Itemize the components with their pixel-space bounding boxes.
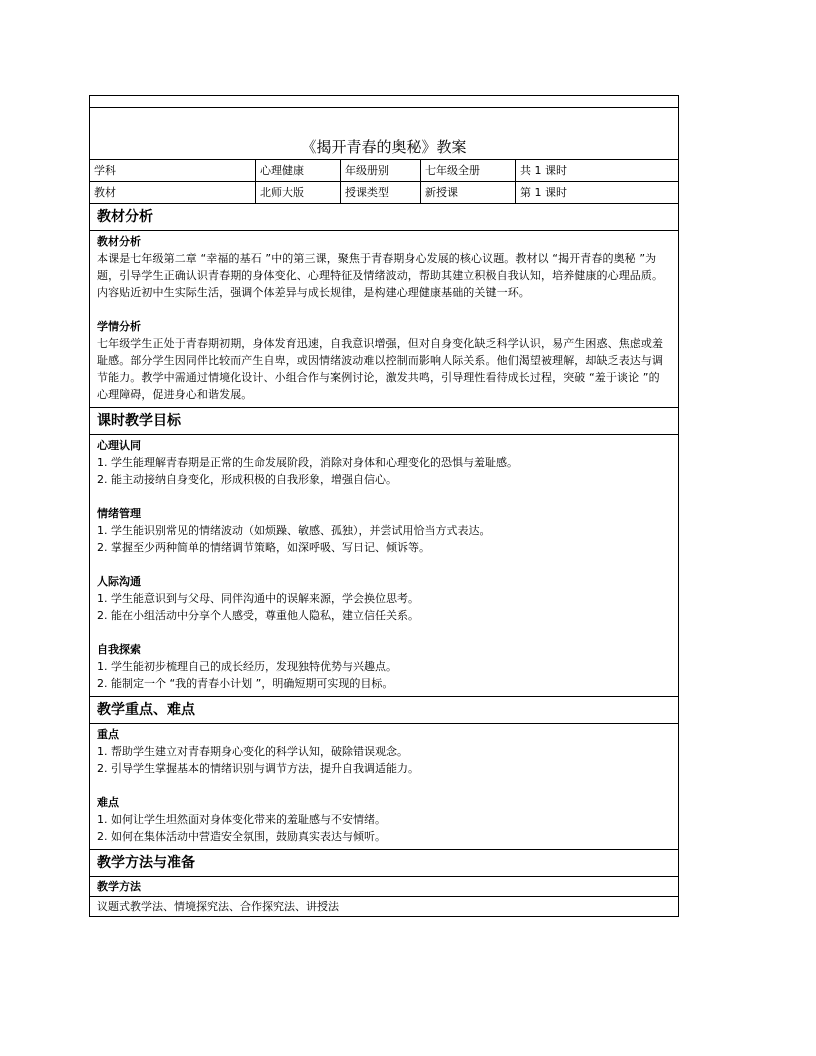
keypoint-group-title: 难点 — [97, 796, 119, 809]
section-heading: 教学方法与准备 — [97, 855, 195, 871]
methods-subtitle: 教学方法 — [97, 880, 141, 893]
student-text: 七年级学生正处于青春期初期，身体发育迅速，自我意识增强，但对自身变化缺乏科学认识，易产生困惑、焦虑或羞耻感。部分学生因同伴比较而产生自卑，或因情绪波动难以控制而影响人际关系。他们渴望被理解，却缺乏表达与调节能力。教学中需通过情境化设计、小组合作与案例讨论，激发共鸣，引导理性看待成长过程，突破 “羞于谈论 ”的心理障碍，促进身心和谐发展。 — [97, 337, 664, 401]
analysis-heading-row — [90, 204, 678, 231]
keypoint-item: 1. 如何让学生坦然面对身体变化带来的羞耻感与不安情绪。 — [97, 813, 386, 826]
goal-item: 2. 能主动接纳自身变化，形成积极的自我形象，增强自信心。 — [97, 473, 397, 486]
doc-title: 《揭开青春的奥秘》教案 — [301, 137, 467, 156]
info-cell: 新授课 — [421, 182, 516, 203]
keypoints-heading-row — [90, 697, 678, 724]
goal-group-title: 情绪管理 — [97, 507, 141, 520]
goal-group-title: 自我探索 — [97, 643, 141, 656]
goal-item: 2. 掌握至少两种简单的情绪调节策略，如深呼吸、写日记、倾诉等。 — [97, 541, 430, 554]
info-row-2 — [90, 182, 678, 204]
goal-group-title: 心理认同 — [97, 439, 141, 452]
keypoint-item: 2. 引导学生掌握基本的情绪识别与调节方法，提升自我调适能力。 — [97, 762, 419, 775]
info-cell: 年级册别 — [341, 160, 421, 181]
goal-item: 2. 能制定一个 “我的青春小计划 ”，明确短期可实现的目标。 — [97, 677, 394, 690]
info-cell: 七年级全册 — [421, 160, 516, 181]
analysis-body — [90, 231, 678, 407]
section-heading: 课时教学目标 — [97, 413, 181, 429]
keypoint-item: 1. 帮助学生建立对青春期身心变化的科学认知，破除错误观念。 — [97, 745, 408, 758]
info-cell: 第 1 课时 — [520, 186, 567, 199]
info-cell: 学科 — [90, 160, 256, 181]
info-cell: 共 1 课时 — [520, 164, 567, 177]
lesson-plan-table — [89, 95, 679, 917]
keypoint-item: 2. 如何在集体活动中营造安全氛围，鼓励真实表达与倾听。 — [97, 830, 386, 843]
methods-subtitle-row — [90, 877, 678, 897]
keypoint-group-title: 重点 — [97, 728, 119, 741]
analysis-body-row — [90, 231, 678, 408]
info-cell: 北师大版 — [256, 182, 341, 203]
keypoints-body — [90, 724, 427, 849]
goals-heading-row — [90, 408, 678, 435]
methods-heading-row — [90, 850, 678, 877]
section-heading: 教学重点、难点 — [97, 702, 195, 718]
goals-body — [90, 435, 526, 696]
goal-item: 1. 学生能初步梳理自己的成长经历，发现独特优势与兴趣点。 — [97, 660, 397, 673]
methods-text: 议题式教学法、情境探究法、合作探究法、讲授法 — [97, 900, 339, 913]
top-blank-band — [90, 96, 678, 133]
info-cell: 心理健康 — [256, 160, 341, 181]
material-text: 本课是七年级第二章 “幸福的基石 ”中的第三课，聚焦于青春期身心发展的核心议题。教材以 “揭开青春的奥秘 ”为题，引导学生正确认识青春期的身体变化、心理特征及情绪波动，帮助其建立积极自我认知，培养健康的心理品质。内容贴近初中生实际生活，强调个体差异与成长规律，是构建心理健康基础的关键一环。 — [97, 252, 664, 299]
info-cell: 教材 — [90, 182, 256, 203]
subsection-title: 学情分析 — [97, 320, 141, 333]
section-heading: 教材分析 — [97, 209, 153, 225]
subsection-title: 教材分析 — [97, 235, 141, 248]
goal-item: 1. 学生能识别常见的情绪波动（如烦躁、敏感、孤独），并尝试用恰当方式表达。 — [97, 524, 491, 537]
goal-item: 1. 学生能意识到与父母、同伴沟通中的误解来源，学会换位思考。 — [97, 592, 419, 605]
title-row — [90, 133, 678, 160]
keypoints-body-row — [90, 724, 678, 850]
goal-item: 2. 能在小组活动中分享个人感受，尊重他人隐私，建立信任关系。 — [97, 609, 419, 622]
goal-group-title: 人际沟通 — [97, 575, 141, 588]
methods-text-row — [90, 897, 678, 916]
info-row-1 — [90, 160, 678, 182]
info-cell: 授课类型 — [341, 182, 421, 203]
goals-body-row — [90, 435, 678, 697]
goal-item: 1. 学生能理解青春期是正常的生命发展阶段，消除对身体和心理变化的恐惧与羞耻感。 — [97, 456, 518, 469]
